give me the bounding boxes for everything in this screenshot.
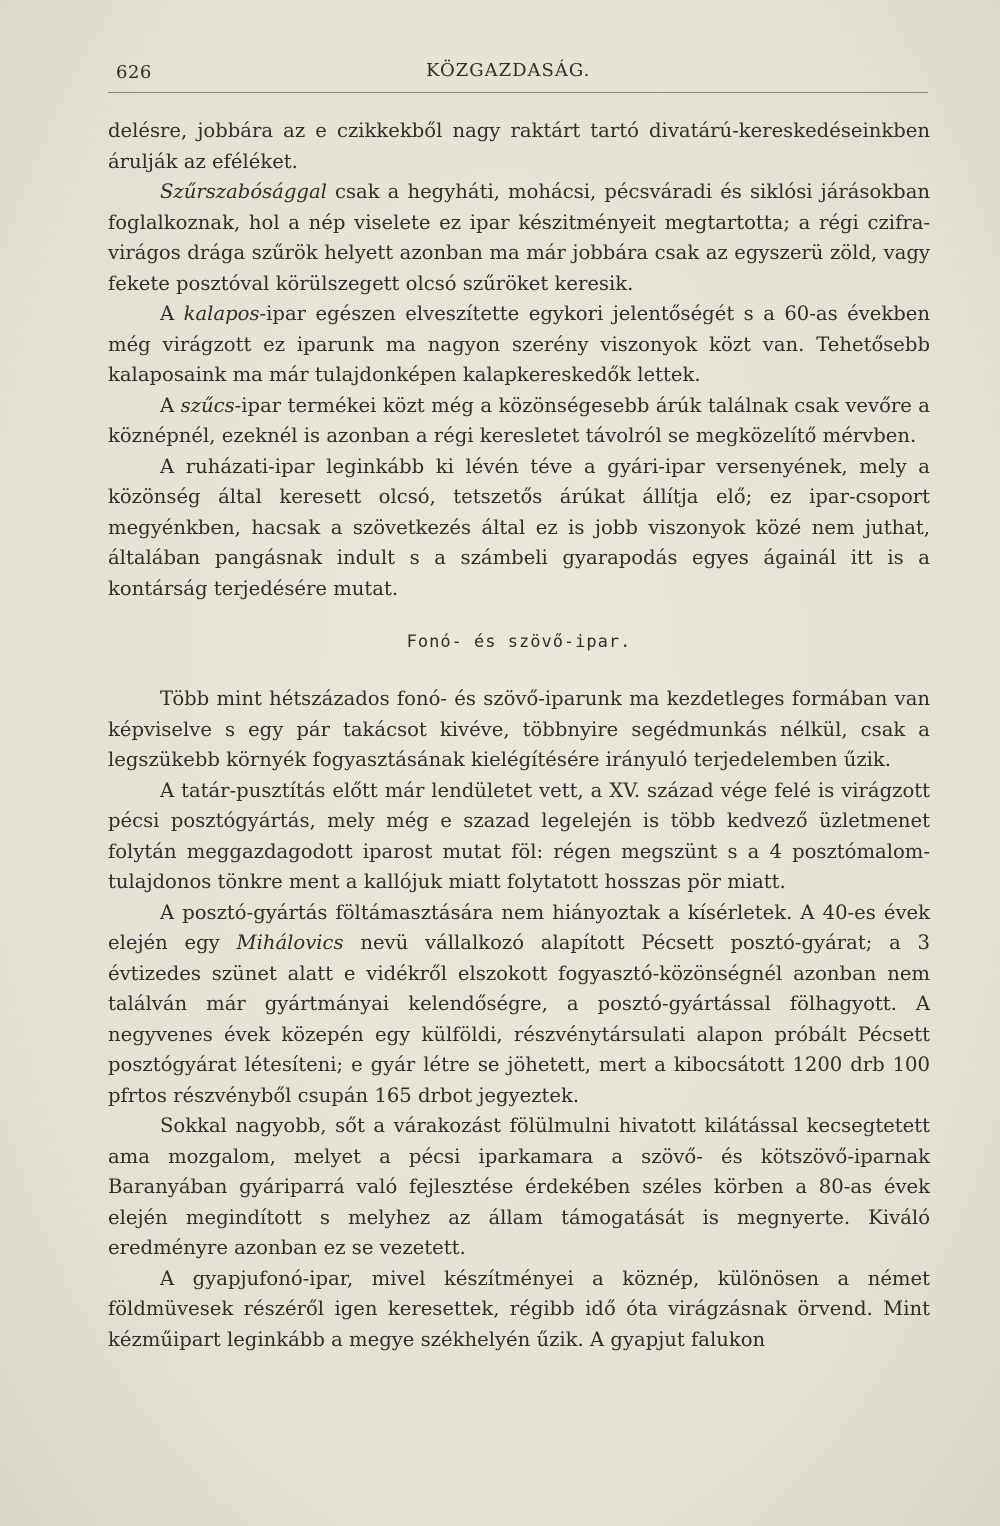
paragraph-text: nevü vállalkozó alapított Pécsett posztó-gyárat; a 3 évtizedes szünet alatt e vidékről elszokott fogyasztó-közönségnél azonban nem találván már gyártmányai kelendőségre, a posztó-gyártással fölhagyott. A negyvenes évek közepén egy külföldi, részvénytársulati alapon próbált Pécsett posztógyárat létesíteni; e gyár létre se jöhetett, mert a kibocsátott 1200 drb 100 pfrtos részvényből csupán 165 drbot jegyeztek. [108,931,930,1107]
section-title: Fonó- és szövő-ipar. [406,632,632,652]
paragraph-p5 [108,452,930,605]
paragraph-p3 [108,299,930,391]
italic-term: kalapos [183,302,260,325]
italic-term: szűcs [180,393,235,417]
paragraph-text: A [160,393,181,417]
italic-term: Mihálovics [236,931,344,954]
paragraph-text: csak a hegyháti, mohácsi, pécsváradi és siklósi járásokban foglalkoznak, hol a nép viselete ez ipar készitményeit megtartotta; a régi czifra-virágos drága szűrök helyett azonban ma már jobbára csak az egyszerü zöld, vagy fekete posztóval körülszegett olcsó szűröket keresik. [108,180,930,295]
paragraph-p8 [108,898,930,1112]
running-head: KÖZGAZDASÁG. [426,60,591,81]
paragraph-text: A [160,302,184,325]
paragraph-p7 [108,776,930,898]
paragraph-text: -ipar egészen elveszítette egykori jelentőségét s a 60-as években még virágzott ez iparunk ma nagyon szerény viszonyok közt van. Tehetősebb kalaposaink ma már tulajdonképen kalapkereskedők lettek. [108,302,930,386]
body-text [108,116,930,1355]
paragraphs-after-section [108,684,930,1355]
header-rule [108,92,928,93]
paragraph-text: A tatár-pusztítás előtt már lendületet vett, a XV. század vége felé is virágzott pécsi posztógyártás, mely még e szazad legelején is több kedvező üzletmenet folytán meggazdagodott iparost mutat föl: régen megszünt s a 4 posztómalom-tulajdonos tönkre ment a kallójuk miatt folytatott hosszas pör miatt. [108,778,930,893]
italic-term: Szűrszabósággal [160,180,327,203]
paragraph-text: A gyapjufonó-ipar, mivel készítményei a köznép, különösen a német földmüvesek részéről igen keresettek, régibb idő óta virágzásnak örvend. Mint kézműipart leginkább a megye székhelyén űzik. A gyapjut falukon [108,1266,930,1351]
paragraph-text: Több mint hétszázados fonó- és szövő-iparunk ma kezdetleges formában van képviselve s egy pár takácsot kivéve, többnyire segédmunkás nélkül, csak a legszükebb környék fogyasztásának kielégítésére irányuló terjedelemben űzik. [108,687,930,771]
paragraphs-before-section [108,116,930,604]
paragraph-p6 [108,684,930,776]
paragraph-p1 [108,116,930,177]
paragraph-text: -ipar termékei közt még a közönségesebb árúk találnak csak vevőre a köznépnél, ezeknél is azonban a régi keresletet távolról se megközelítő mérvben. [108,393,930,447]
paragraph-text: A posztó-gyártás föltámasztására nem hiányoztak a kísérletek. A 40-es évek elején egy [108,900,930,954]
paragraph-text: delésre, jobbára az e czikkekből nagy raktárt tartó divatárú-kereskedéseinkben árulják az eféléket. [108,119,930,173]
paragraph-text: Sokkal nagyobb, sőt a várakozást fölülmulni hivatott kilátással kecsegtetett ama mozgalom, melyet a pécsi iparkamara a szövő- és kötszövő-iparnak Baranyában gyáriparrá való fejlesztése érdekében széles körben a 80-as évek elején megindított s melyhez az állam támogatását is megnyerte. Kiváló eredményre azonban ez se vezetett. [108,1114,930,1259]
paragraph-p2 [108,177,930,299]
page-header [108,58,928,88]
paragraph-p9 [108,1111,930,1264]
paragraph-p4 [108,391,930,452]
page-number: 626 [116,62,152,83]
paragraph-text: A ruházati-ipar leginkább ki lévén téve a gyári-ipar versenyének, mely a közönség által keresett olcsó, tetszetős árúkat állítja elő; ez ipar-csoport megyénkben, hacsak a szövetkezés által ez is jobb viszonyok közé nem juthat, általában pangásnak indult s a számbeli gyarapodás egyes ágainál itt is a kontárság terjedésére mutat. [108,454,930,600]
paragraph-p10 [108,1264,930,1356]
